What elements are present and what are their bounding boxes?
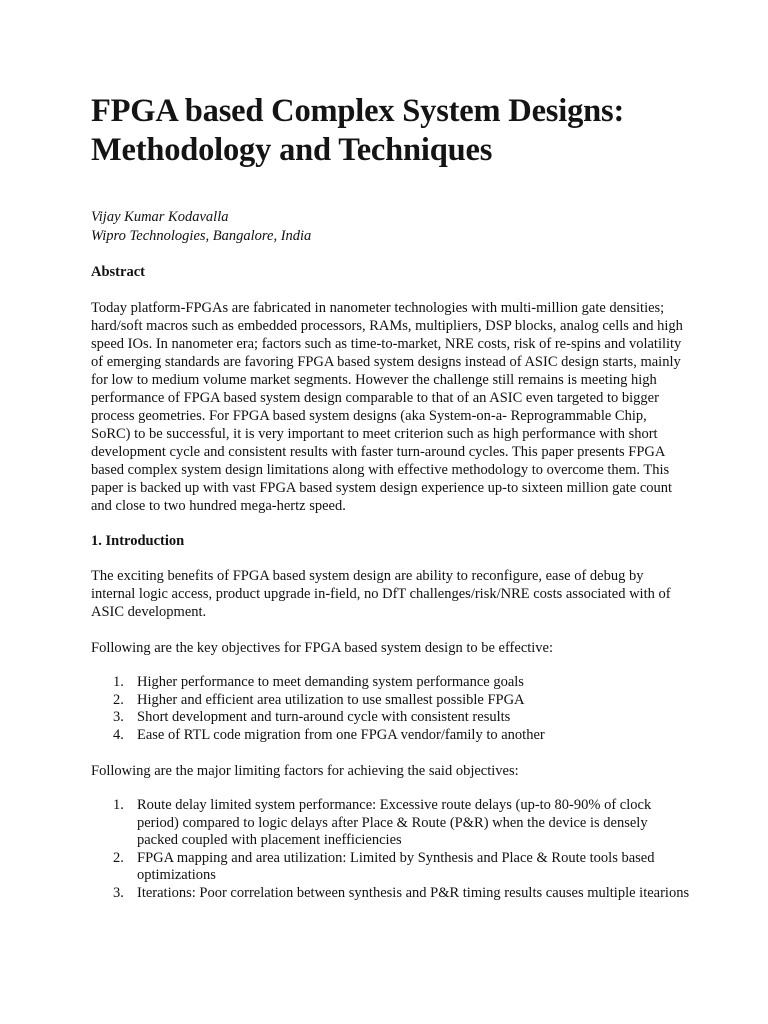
list-item	[91, 674, 691, 692]
list-item	[91, 727, 691, 745]
list-item-text: Short development and turn-around cycle with consistent results	[137, 709, 511, 725]
list-item-number: 4.	[113, 726, 124, 743]
objectives-list	[91, 674, 691, 744]
introduction-paragraph: The exciting benefits of FPGA based system design are ability to reconfigure, ease of debug by internal logic access, product upgrade in-field, no DfT challenges/risk/NRE costs associated with of ASIC development.	[91, 568, 671, 620]
list-item-text: Higher performance to meet demanding system performance goals	[137, 674, 524, 690]
author-block	[91, 208, 691, 246]
list-item-text: Ease of RTL code migration from one FPGA vendor/family to another	[137, 726, 545, 743]
list-item-number: 1.	[113, 797, 124, 813]
abstract-paragraph: Today platform-FPGAs are fabricated in nanometer technologies with multi-million gate densities; hard/soft macros such as embedded processors, RAMs, multipliers, DSP blocks, analog cells and high speed IOs. In nanometer era; factors such as time-to-market, NRE costs, risk of re-spins and volatility of emerging standards are favoring FPGA based system designs instead of ASIC design starts, mainly for low to medium volume market segments. However the challenge still remains is meeting high performance of FPGA based system design comparable to that of an ASIC even targeted to bigger process geometries. For FPGA based system designs (aka System-on-a- Reprogrammable Chip, SoRC) to be successful, it is very important to meet criterion such as high performance with short development cycle and consistent results with faster turn-around cycles. This paper presents FPGA based complex system design limitations along with effective methodology to overcome them. This paper is backed up with vast FPGA based system design experience up-to sixteen million gate count and close to two hundred mega-hertz speed.	[91, 300, 683, 514]
list-item-number: 2.	[113, 849, 124, 866]
list-item-number: 3.	[113, 709, 124, 725]
list-item	[91, 797, 691, 850]
list-item	[91, 850, 691, 885]
paper-title	[91, 92, 691, 170]
paper-title-line-2: Methodology and Techniques	[91, 132, 493, 168]
list-item-number: 3.	[113, 884, 124, 901]
list-item-text: FPGA mapping and area utilization: Limited by Synthesis and Place & Route tools based optimizations	[137, 849, 655, 883]
list-item-text: Higher and efficient area utilization to use smallest possible FPGA	[137, 691, 525, 708]
list-item	[91, 885, 691, 903]
list-item-number: 1.	[113, 674, 124, 690]
list-item	[91, 709, 691, 727]
list-item-text: Iterations: Poor correlation between synthesis and P&R timing results causes multiple itearions	[137, 884, 690, 901]
list-item	[91, 692, 691, 710]
author-affiliation: Wipro Technologies, Bangalore, India	[91, 228, 312, 244]
document-page	[91, 92, 691, 902]
limiting-factors-list	[91, 797, 691, 902]
paper-title-line-1: FPGA based Complex System Designs:	[91, 93, 625, 129]
list-item-text: Route delay limited system performance: Excessive route delays (up-to 80-90% of clock period) compared to logic delays after Place & Route (P&R) when the device is densely packed coupled with placement inefficiencies	[137, 797, 652, 848]
objectives-lead-text: Following are the key objectives for FPGA based system design to be effective:	[91, 640, 554, 656]
abstract-heading: Abstract	[91, 264, 145, 280]
introduction-heading: 1. Introduction	[91, 533, 185, 549]
list-item-number: 2.	[113, 691, 124, 708]
factors-lead-text: Following are the major limiting factors for achieving the said objectives:	[91, 763, 519, 779]
author-name: Vijay Kumar Kodavalla	[91, 209, 229, 225]
